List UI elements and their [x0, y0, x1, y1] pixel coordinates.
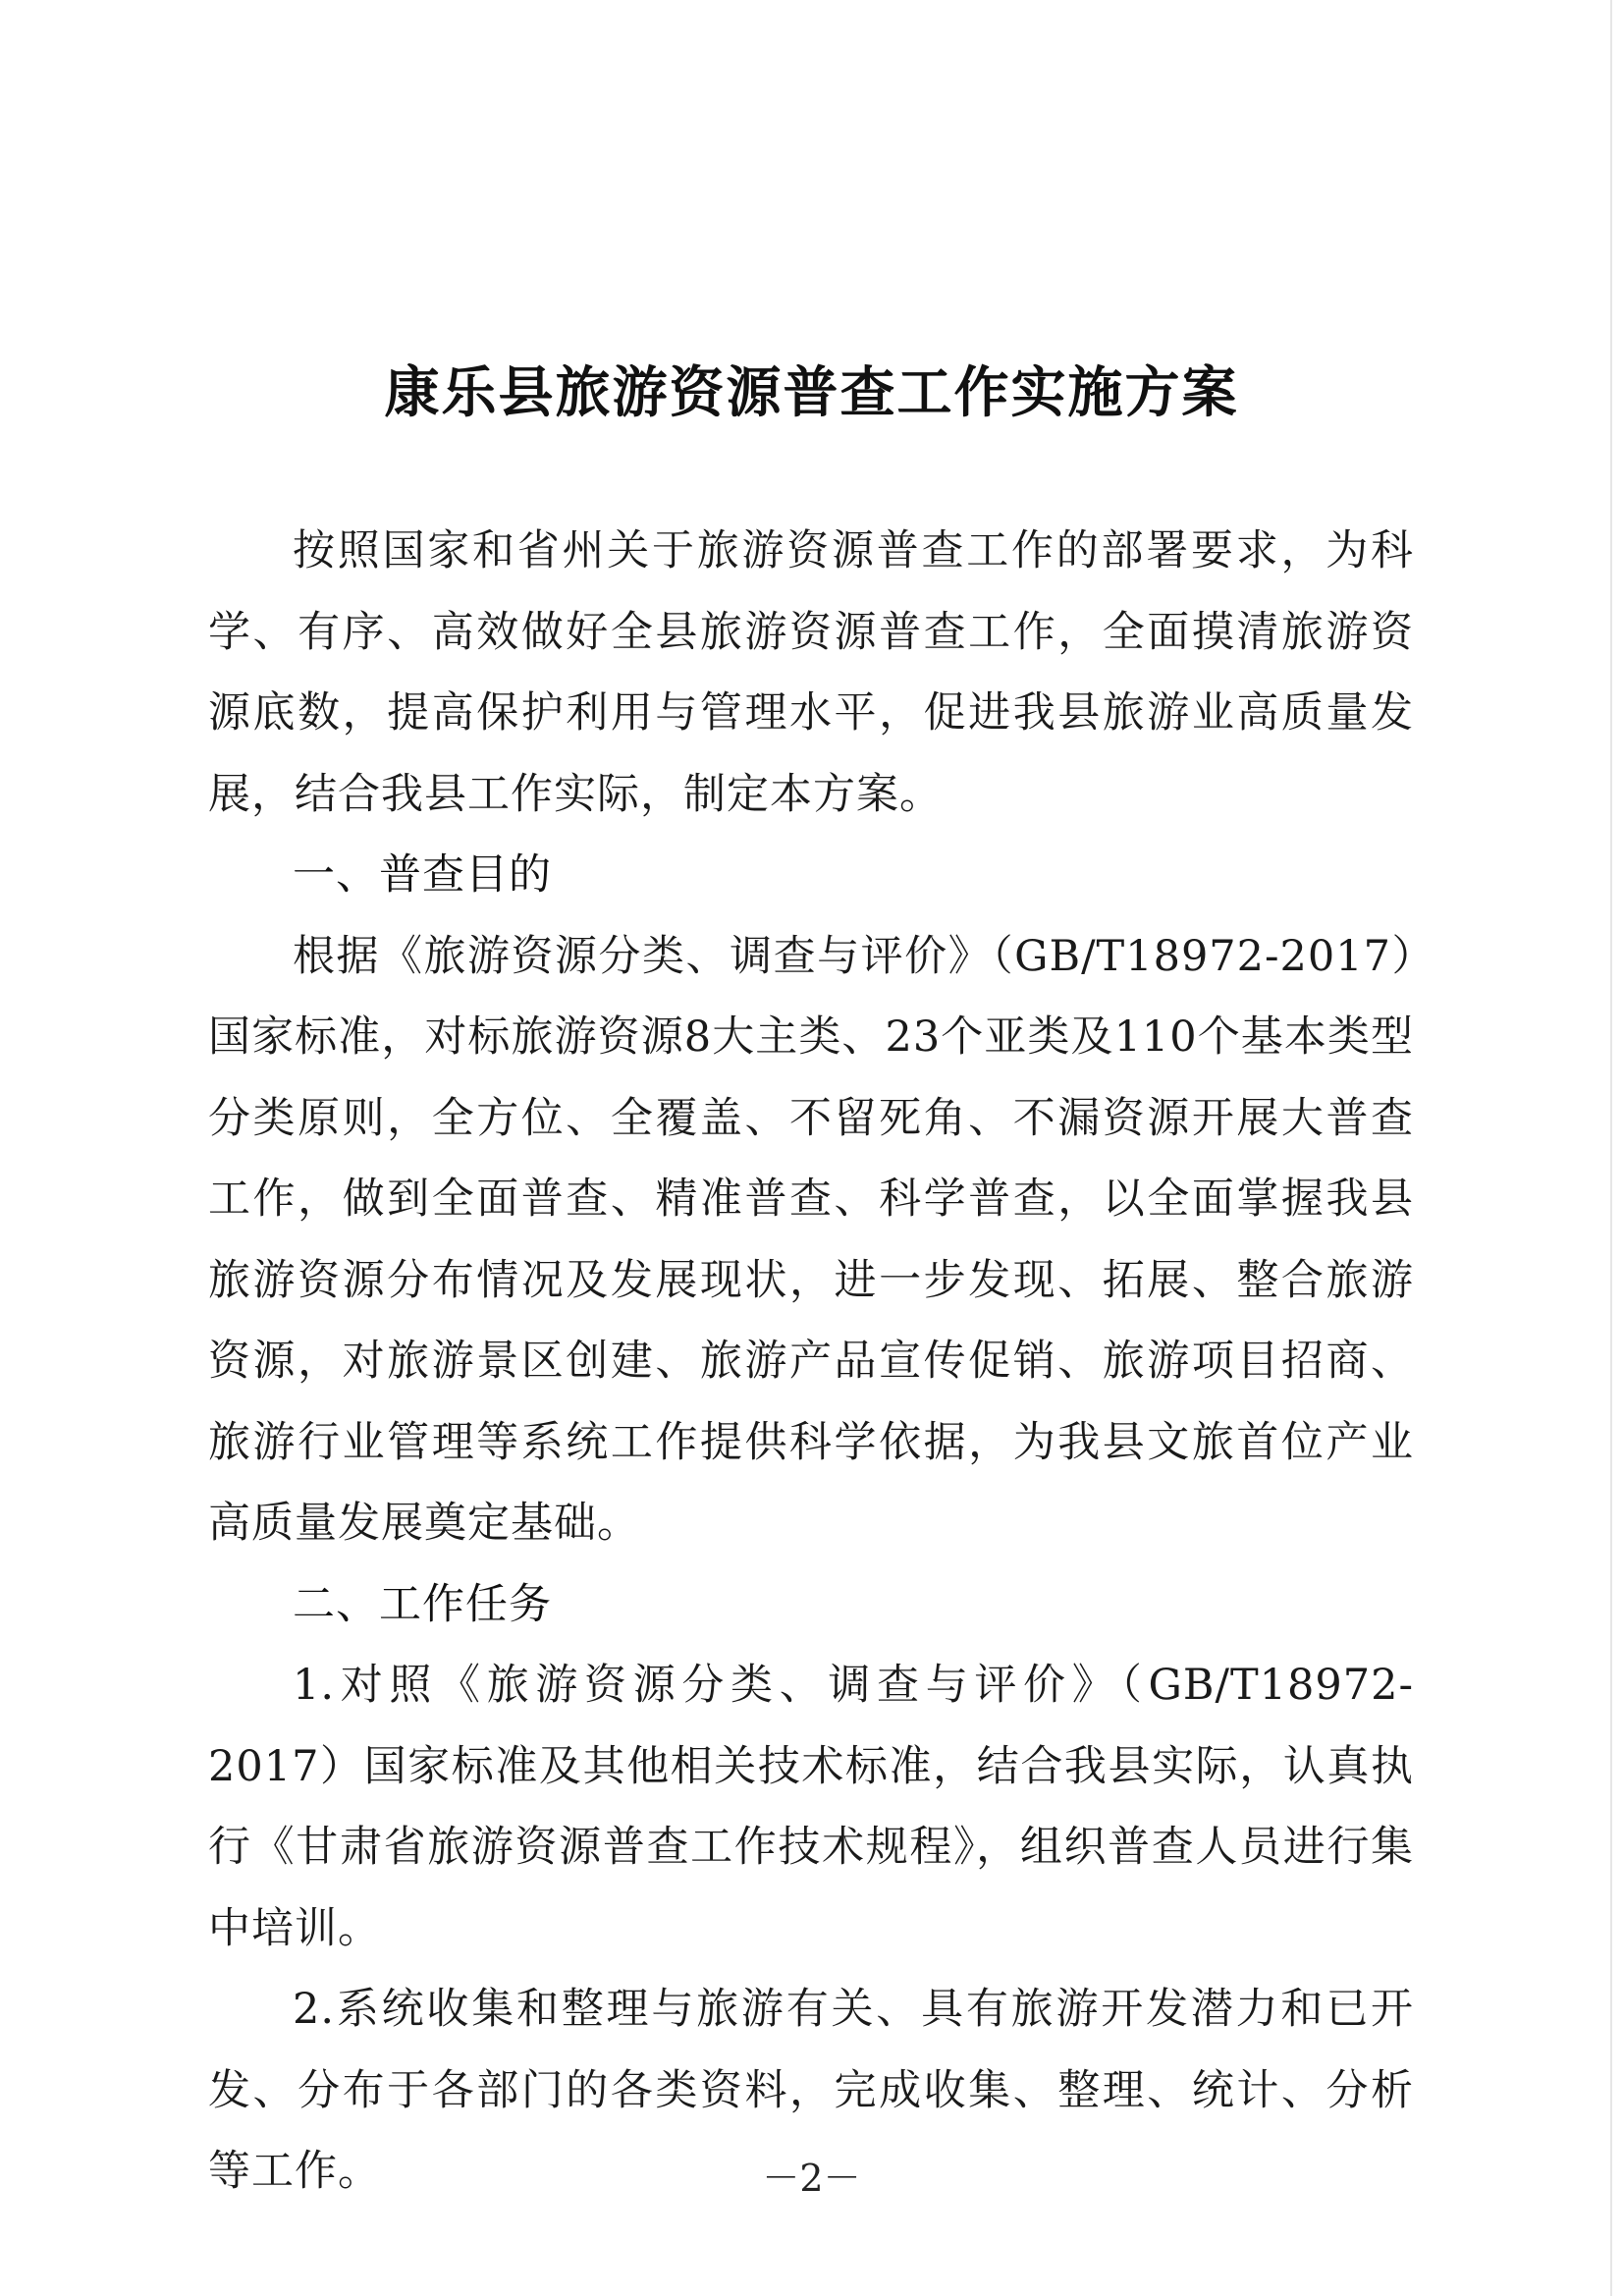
- paragraph-task-2: 2.系统收集和整理与旅游有关、具有旅游开发潜力和已开发、分布于各部门的各类资料，完成收集、整理、统计、分析等工作。: [208, 1985, 1414, 2196]
- page-number: －2－: [762, 2157, 861, 2200]
- section-heading-tasks: 二、工作任务: [293, 1579, 552, 1629]
- document-body: [208, 511, 1414, 2213]
- paragraph-purpose: 根据《旅游资源分类、调查与评价》（GB/T18972-2017）国家标准，对标旅游资源8大主类、23个亚类及110个基本类型分类原则，全方位、全覆盖、不留死角、不漏资源开展大普查工作，做到全面普查、精准普查、科学普查，以全面掌握我县旅游资源分布情况及发展现状，进一步发现、拓展、整合旅游资源，对旅游景区创建、旅游产品宣传促销、旅游项目招商、旅游行业管理等系统工作提供科学依据，为我县文旅首位产业高质量发展奠定基础。: [208, 931, 1414, 1548]
- section-heading-purpose: 一、普查目的: [293, 850, 552, 900]
- paragraph-task-1: 1.对照《旅游资源分类、调查与评价》（GB/T18972-2017）国家标准及其他相关技术标准，结合我县实际，认真执行《甘肃省旅游资源普查工作技术规程》，组织普查人员进行集中培训。: [208, 1661, 1414, 1953]
- intro-paragraph: 按照国家和省州关于旅游资源普查工作的部署要求，为科学、有序、高效做好全县旅游资源普查工作，全面摸清旅游资源底数，提高保护利用与管理水平，促进我县旅游业高质量发展，结合我县工作实际，制定本方案。: [208, 526, 1414, 819]
- page-edge-line: [1610, 0, 1612, 2296]
- document-title: 康乐县旅游资源普查工作实施方案: [384, 360, 1239, 425]
